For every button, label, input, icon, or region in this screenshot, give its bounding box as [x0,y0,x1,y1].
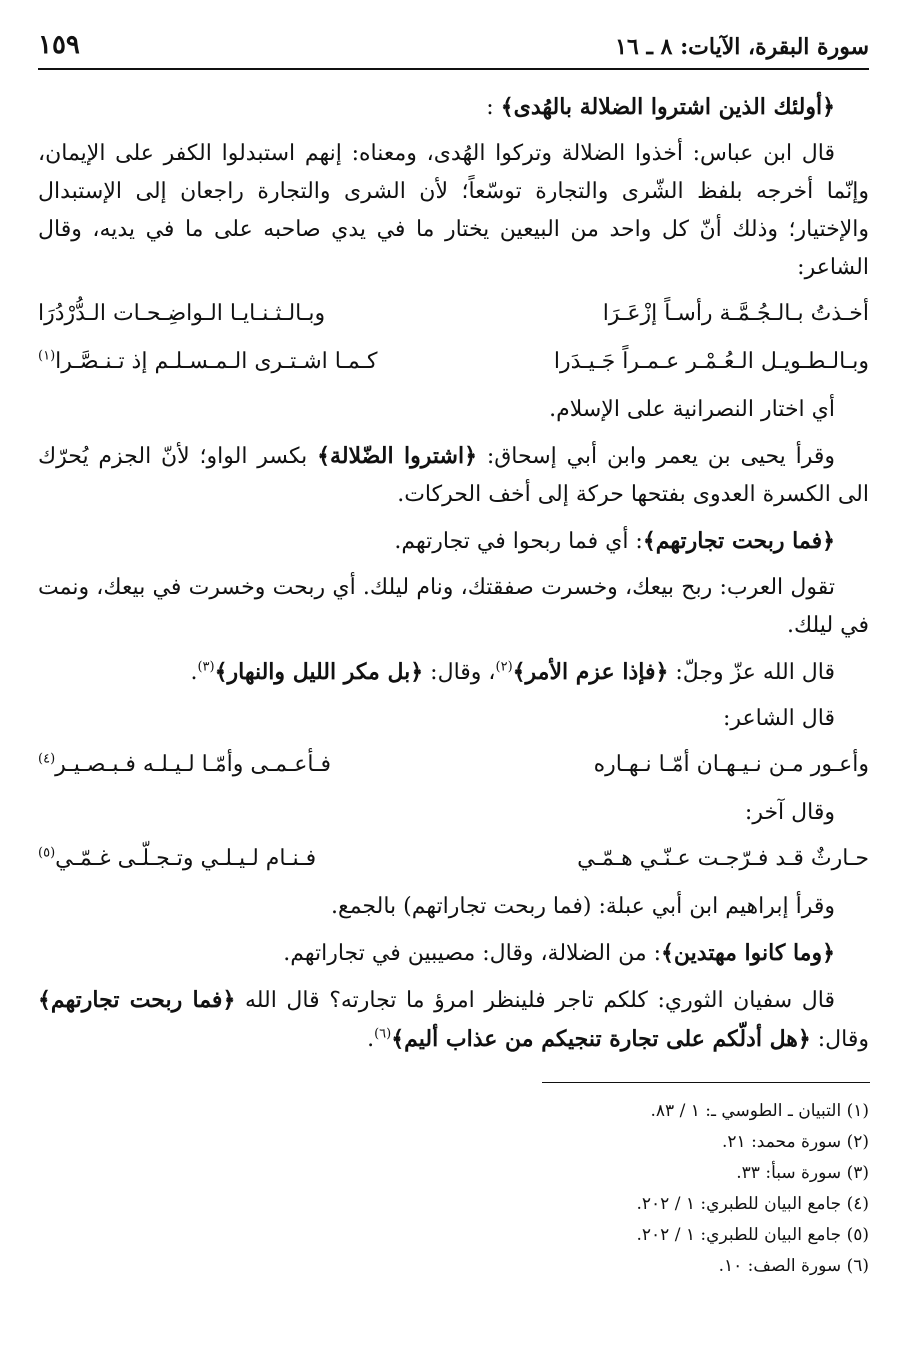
verse-hemistich: أخـذتُ بـالـجُـمَّـة رأسـاً إزْعَـرَا [602,301,869,326]
verse-hemistich: فـأعـمـى وأمّـا لـيـلـه فـبـصـيـر [55,752,332,777]
poem-verse-3 [38,746,869,784]
verse-hemistich: وبـالـثـنـايـا الـواضِـحـات الـدُّرْدُرَا [38,301,326,326]
footnote-divider [542,1082,870,1083]
verse-heading-1: ﴿أولئك الذين اشتروا الضلالة بالهُدى﴾ : [486,94,835,120]
verse-hemistich: حـارثٌ قـد فـرّجـت عـنّـي هـمّـي [577,846,869,871]
footnote-ref: (٣) [197,659,215,675]
footnote: (٤) جامع البيان للطبري: ١ / ٢٠٢. [636,1194,869,1214]
footnote-ref: (٤) [38,751,56,767]
quran-quote: ﴿فما ربحت تجارتهم﴾ [642,528,835,554]
poem-verse-4 [38,840,869,878]
footnotes [469,1096,869,1282]
footnote-ref: (٦) [374,1026,392,1042]
main-text [38,88,869,1067]
paragraph: وقرأ إبراهيم ابن أبي عبلة: (فما ربحت تجاراتهم) بالجمع. [331,894,835,919]
verse-hemistich: كـمـا اشـتـرى الـمـسـلـم إذ تـنـصَّـرا [55,349,378,374]
footnote: (٣) سورة سبأ: ٣٣. [736,1163,869,1183]
footnote-ref: (٢) [495,659,513,675]
quran-quote: ﴿فما ربحت تجارتهم﴾ [38,987,236,1013]
paragraph-ibn-abbas: قال ابن عباس: أخذوا الضلالة وتركوا الهُدى، ومعناه: إنهم استبدلوا الكفر على الإيمان، وإنّما أخرجه بلفظ الشّرى والتجارة توسّعاً؛ لأن الشرى والتجارة راجعان إلى الإستبدال والإختيار؛ وذلك أنّ كل واحد من البيعين يختار ما في يدي صاحبه على ما في يديه، وقال الشاعر: [38,141,869,280]
paragraph: وقال آخر: [744,800,835,825]
verse-heading-3: ﴿وما كانوا مهتدين﴾: من الضلالة، وقال: مصيبين في تجاراتهم. [283,940,835,966]
footnote: (٥) جامع البيان للطبري: ١ / ٢٠٢. [636,1225,869,1245]
paragraph: أي اختار النصرانية على الإسلام. [549,397,835,422]
running-title: سورة البقرة، الآيات: ٨ ـ ١٦ [615,34,869,60]
page-header [38,28,869,70]
quran-quote: ﴿بل مكر الليل والنهار﴾ [214,659,424,685]
quran-quote: ﴿هل أدلّكم على تجارة تنجيكم من عذاب أليم﴾ [391,1026,811,1052]
page-number: ١٥٩ [38,30,80,60]
footnote-ref: (٥) [38,845,56,861]
footnote: (٢) سورة محمد: ٢١. [722,1132,869,1152]
paragraph-arab-saying: تقول العرب: ربح بيعك، وخسرت صفقتك، ونام ليلك. أي ربحت وخسرت في بيعك، ونمت في ليلك. [38,575,869,638]
quran-quote: ﴿أولئك الذين اشتروا الضلالة بالهُدى﴾ [500,94,835,120]
quran-quote: ﴿اشتروا الضّلالة﴾ [317,443,477,469]
paragraph-sufyan: قال سفيان الثوري: كلكم تاجر فلينظر امرؤ ما تجارته؟ قال الله ﴿فما ربحت تجارتهم﴾ وقال: ﴿هل أدلّكم على تجارة تنجيكم من عذاب أليم﴾$^{(٦)}$. [38,987,869,1052]
paragraph-quran-refs: قال الله عزّ وجلّ: ﴿فإذا عزم الأمر﴾$^{(٢)}$، وقال: ﴿بل مكر الليل والنهار﴾$^{(٣)}$. [190,659,835,685]
paragraph: قال الشاعر: [722,706,835,731]
verse-hemistich: فـنـام لـيـلـي وتـجـلّـى غـمّـي [55,846,317,871]
paragraph-reading: وقرأ يحيى بن يعمر وابن أبي إسحاق: ﴿اشتروا الضّلالة﴾ بكسر الواو؛ لأنّ الجزم يُحرّك الى الكسرة العدوى بفتحها حركة إلى أخف الحركات. [38,443,869,507]
verse-hemistich: وأعـور مـن نـيـهـان أمّـا نـهـاره [593,752,869,777]
poem-verse-2 [38,343,869,381]
verse-hemistich: وبـالـطـويـل الـعُـمْـر عـمـراً جَـيـدَرا [553,349,869,374]
footnote: (٦) سورة الصف: ١٠. [718,1256,869,1276]
quran-quote: ﴿فإذا عزم الأمر﴾ [512,659,669,685]
quran-quote: ﴿وما كانوا مهتدين﴾ [661,940,835,966]
verse-heading-2: ﴿فما ربحت تجارتهم﴾: أي فما ربحوا في تجارتهم. [394,528,835,554]
footnote: (١) التبيان ـ الطوسي ـ: ١ / ٨٣. [650,1101,869,1121]
footnote-ref: (١) [38,348,56,364]
poem-verse-1 [38,295,869,333]
